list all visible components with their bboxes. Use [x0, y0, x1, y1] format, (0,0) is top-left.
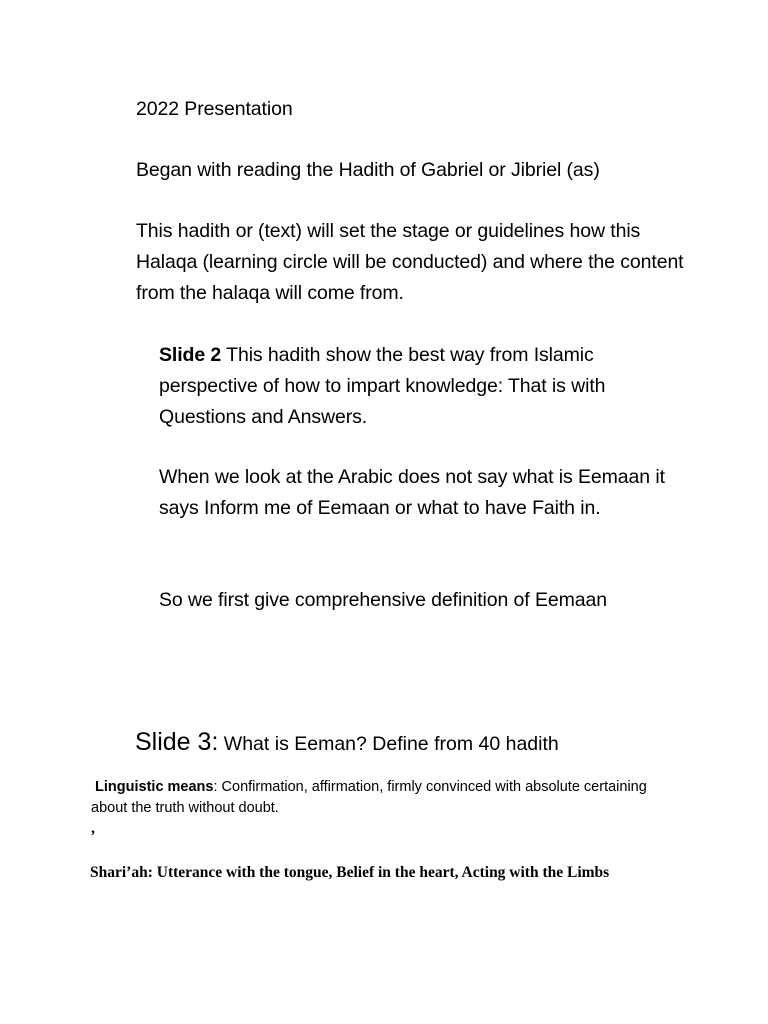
intro-paragraph: Began with reading the Hadith of Gabriel or Jibriel (as) [136, 159, 600, 181]
stray-comma: , [91, 820, 95, 837]
definition-paragraph: So we first give comprehensive definition of Eemaan [159, 589, 607, 611]
linguistic-text: : Confirmation, affirmation, firmly convinced with absolute certaining about the truth without doubt. [91, 779, 647, 816]
slide-3-label: Slide 3: [135, 728, 219, 756]
slide-3-heading [135, 728, 559, 757]
arabic-paragraph: When we look at the Arabic does not say what is Eemaan it says Inform me of Eemaan or what to have Faith in. [159, 466, 665, 519]
stage-paragraph: This hadith or (text) will set the stage or guidelines how this Halaqa (learning circle will be conducted) and where the content from the halaqa will come from. [136, 220, 684, 304]
document-title: 2022 Presentation [136, 98, 293, 120]
linguistic-label: Linguistic means [95, 779, 214, 795]
slide-3-text: What is Eeman? Define from 40 hadith [218, 733, 559, 755]
shariah-definition: Shari’ah: Utterance with the tongue, Belief in the heart, Acting with the Limbs [90, 864, 610, 881]
slide-2-paragraph [159, 340, 679, 433]
linguistic-definition [91, 777, 661, 819]
slide-2-label: Slide 2 [159, 344, 222, 366]
slide-2-text: This hadith show the best way from Islamic perspective of how to impart knowledge: That is with Questions and Answers. [159, 344, 606, 428]
